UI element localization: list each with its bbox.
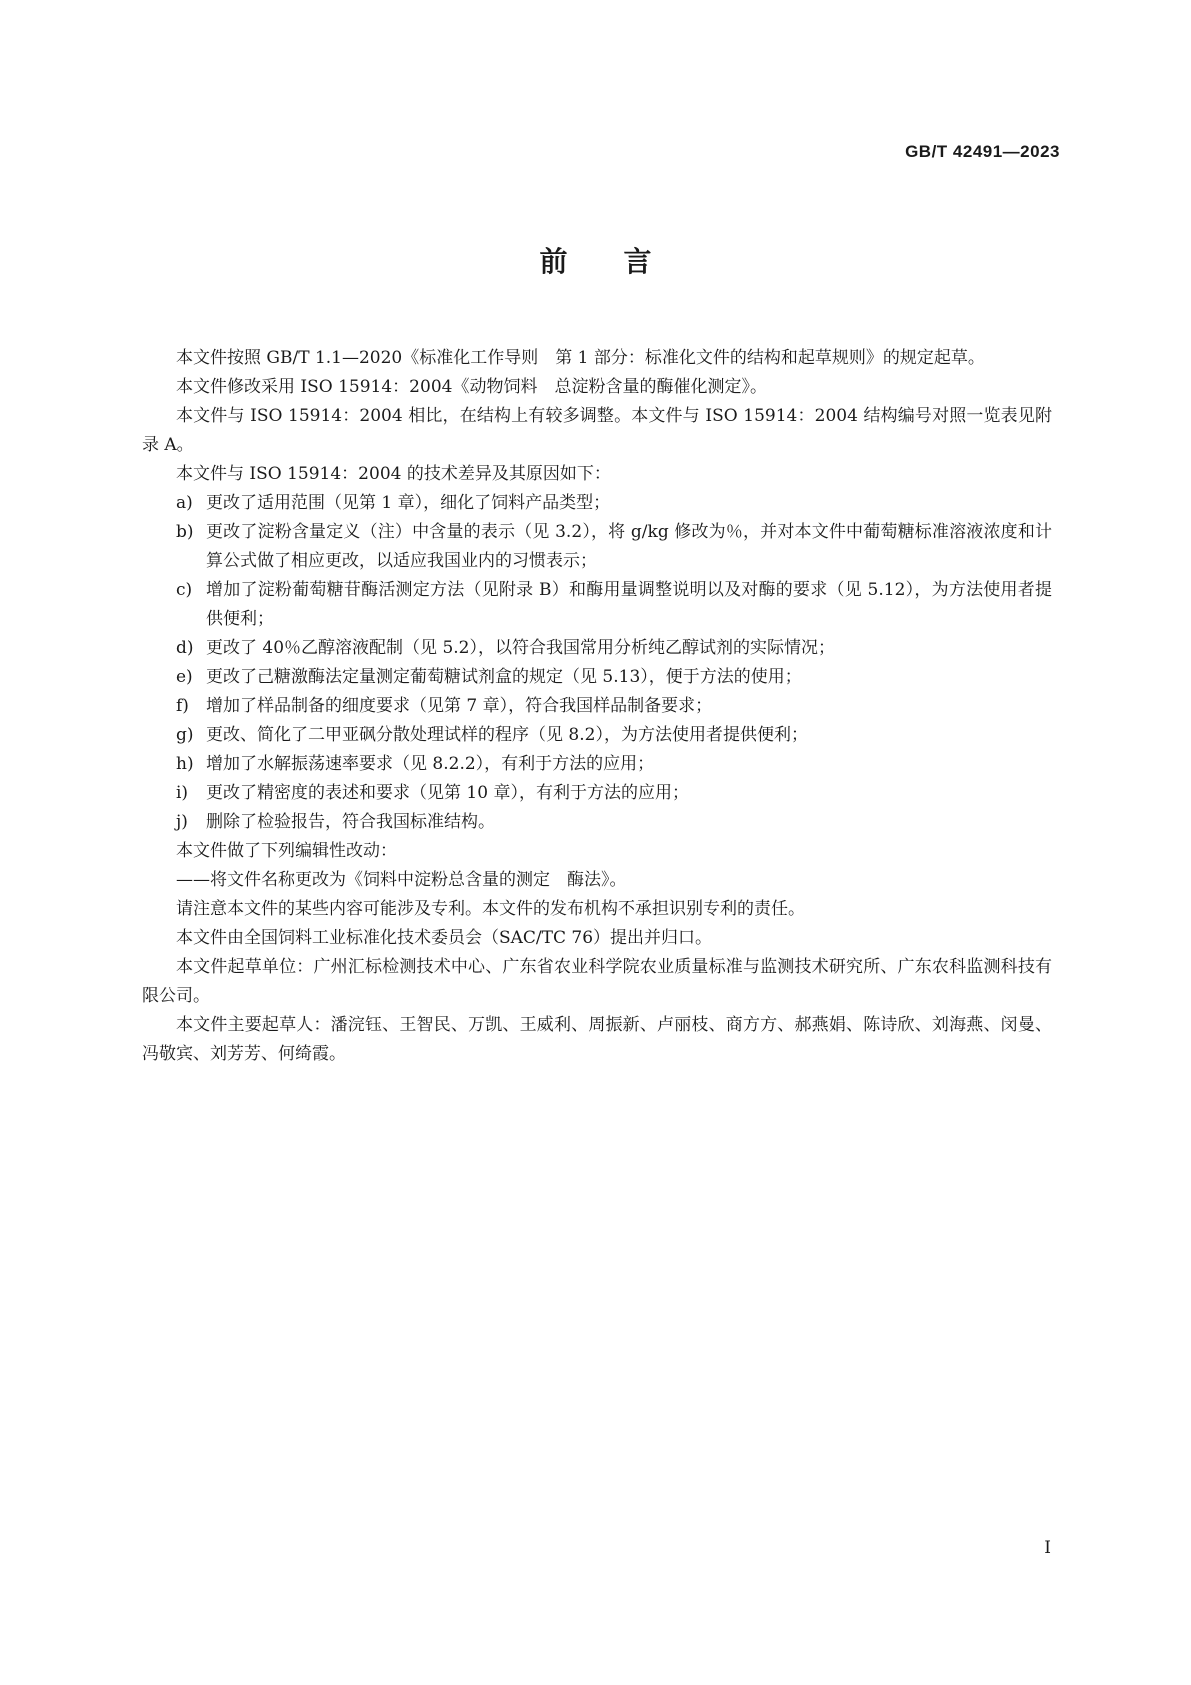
list-item-text: 更改了淀粉含量定义（注）中含量的表示（见 3.2），将 g/kg 修改为％，并对本文件中葡萄糖标准溶液浓度和计算公式做了相应更改，以适应我国业内的习惯表示； <box>206 522 1052 571</box>
list-marker: c) <box>176 580 193 600</box>
list-marker: d) <box>176 638 194 658</box>
list-marker: i) <box>176 783 189 803</box>
paragraph-drafting-units: 本文件起草单位：广州汇标检测技术中心、广东省农业科学院农业质量标准与监测技术研究所、广东农科监测科技有限公司。 <box>142 957 1052 1006</box>
foreword-body <box>142 344 1052 1069</box>
list-item <box>142 721 1052 750</box>
page-number: Ⅰ <box>1044 1538 1051 1558</box>
list-item <box>142 750 1052 779</box>
differences-list <box>142 489 1052 837</box>
list-item <box>142 663 1052 692</box>
list-item-text: 删除了检验报告，符合我国标准结构。 <box>206 812 495 832</box>
list-marker: j) <box>176 812 188 832</box>
page-title: 前言 <box>539 245 708 278</box>
list-item-text: 增加了淀粉葡萄糖苷酶活测定方法（见附录 B）和酶用量调整说明以及对酶的要求（见 5.12），为方法使用者提供便利； <box>206 580 1052 629</box>
list-marker: h) <box>176 754 194 774</box>
list-item <box>142 489 1052 518</box>
paragraph-adoption: 本文件修改采用 ISO 15914：2004《动物饲料 总淀粉含量的酶催化测定》。 <box>176 377 767 397</box>
list-marker: g) <box>176 725 194 745</box>
paragraph-drafters: 本文件主要起草人：潘浣钰、王智民、万凯、王威利、周振新、卢丽枝、商方方、郝燕娟、陈诗欣、刘海燕、闵曼、冯敬宾、刘芳芳、何绮霞。 <box>142 1015 1052 1064</box>
standard-number: GB/T 42491—2023 <box>905 142 1060 161</box>
list-item <box>142 576 1052 634</box>
list-marker: a) <box>176 493 193 513</box>
paragraph-editorial-intro: 本文件做了下列编辑性改动： <box>176 841 397 861</box>
list-item <box>142 518 1052 576</box>
list-marker: b) <box>176 522 194 542</box>
paragraph-drafting-rules: 本文件按照 GB/T 1.1—2020《标准化工作导则 第 1 部分：标准化文件的结构和起草规则》的规定起草。 <box>176 348 985 368</box>
paragraph-patent-notice: 请注意本文件的某些内容可能涉及专利。本文件的发布机构不承担识别专利的责任。 <box>176 899 805 919</box>
list-item-text: 增加了样品制备的细度要求（见第 7 章），符合我国样品制备要求； <box>206 696 713 716</box>
list-item <box>142 779 1052 808</box>
paragraph-committee: 本文件由全国饲料工业标准化技术委员会（SAC/TC 76）提出并归口。 <box>176 928 713 948</box>
list-item <box>142 808 1052 837</box>
list-item-text: 更改了己糖激酶法定量测定葡萄糖试剂盒的规定（见 5.13），便于方法的使用； <box>206 667 802 687</box>
list-item-text: 更改了适用范围（见第 1 章），细化了饲料产品类型； <box>206 493 611 513</box>
list-item-text: 更改、简化了二甲亚砜分散处理试样的程序（见 8.2），为方法使用者提供便利； <box>206 725 808 745</box>
list-item <box>142 692 1052 721</box>
paragraph-structure: 本文件与 ISO 15914：2004 相比，在结构上有较多调整。本文件与 ISO 15914：2004 结构编号对照一览表见附录 A。 <box>142 406 1052 455</box>
list-item-text: 更改了 40％乙醇溶液配制（见 5.2），以符合我国常用分析纯乙醇试剂的实际情况； <box>206 638 835 658</box>
list-marker: f) <box>176 696 189 716</box>
paragraph-editorial-change: ——将文件名称更改为《饲料中淀粉总含量的测定 酶法》。 <box>176 870 627 890</box>
list-marker: e) <box>176 667 193 687</box>
paragraph-differences-intro: 本文件与 ISO 15914：2004 的技术差异及其原因如下： <box>176 464 611 484</box>
list-item-text: 增加了水解振荡速率要求（见 8.2.2），有利于方法的应用； <box>206 754 655 774</box>
list-item-text: 更改了精密度的表述和要求（见第 10 章），有利于方法的应用； <box>206 783 689 803</box>
list-item <box>142 634 1052 663</box>
